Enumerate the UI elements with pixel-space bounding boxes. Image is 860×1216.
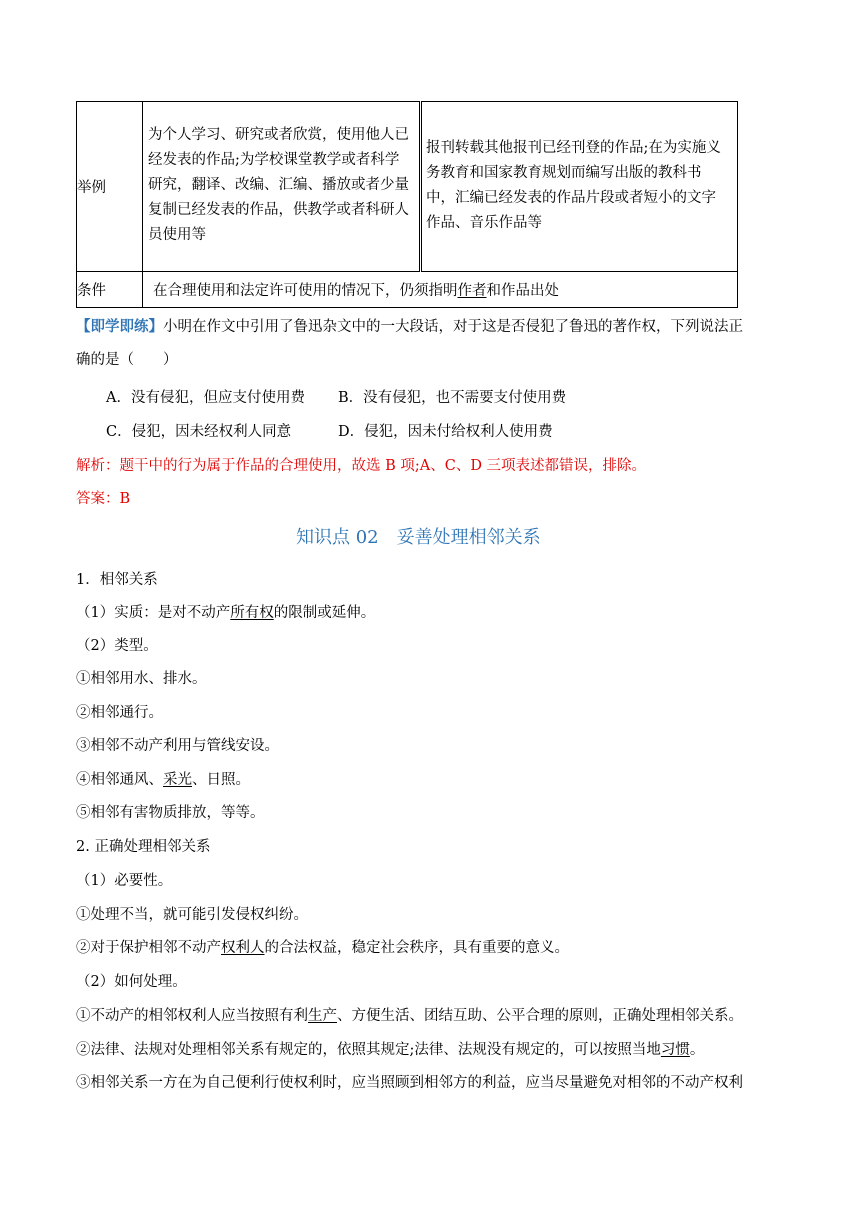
body-line: ③相邻关系一方在为自己便利行使权利时，应当照顾到相邻方的利益，应当尽量避免对相邻的不动产权利 bbox=[76, 1075, 743, 1091]
body-line: 2. 正确处理相邻关系 bbox=[76, 839, 211, 855]
underlined-term: 所有权 bbox=[230, 605, 274, 621]
body-line: ④相邻通风、采光、日照。 bbox=[76, 772, 250, 788]
cell-line: 报刊转载其他报刊已经刊登的作品;在为实施义 bbox=[426, 139, 721, 156]
underlined-term: 习惯 bbox=[660, 1042, 690, 1058]
table-row-condition bbox=[77, 272, 738, 308]
fair-use-examples-cell bbox=[143, 102, 421, 272]
option-a: A．没有侵犯，但应支付使用费 bbox=[106, 390, 305, 406]
practice-tag: 【即学即练】 bbox=[76, 318, 163, 335]
body-line: 1．相邻关系 bbox=[76, 572, 158, 588]
cell-line: 复制已经发表的作品，供教学或者科研人 bbox=[148, 202, 409, 218]
option-b: B．没有侵犯，也不需要支付使用费 bbox=[338, 390, 567, 406]
row-label-condition: 条件 bbox=[77, 272, 143, 308]
table-row-examples bbox=[77, 102, 738, 272]
body-line: ②法律、法规对处理相邻关系有规定的，依照其规定;法律、法规没有规定的，可以按照当地习惯。 bbox=[76, 1042, 705, 1058]
row-label-examples: 举例 bbox=[77, 102, 143, 272]
section-heading: 知识点 02 妥善处理相邻关系 bbox=[296, 527, 541, 548]
cell-line: 为个人学习、研究或者欣赏，使用他人已 bbox=[148, 127, 409, 143]
body-line: ①不动产的相邻权利人应当按照有利生产、方便生活、团结互助、公平合理的原则，正确处理相邻关系。 bbox=[76, 1008, 743, 1024]
body-line: ⑤相邻有害物质排放，等等。 bbox=[76, 805, 265, 821]
underlined-term: 采光 bbox=[163, 772, 192, 788]
body-line: ①处理不当，就可能引发侵权纠纷。 bbox=[76, 907, 308, 923]
option-c: C．侵犯，因未经权利人同意 bbox=[106, 424, 292, 440]
body-line: ②对于保护相邻不动产权利人的合法权益，稳定社会秩序，具有重要的意义。 bbox=[76, 940, 569, 956]
cell-line: 中，汇编已经发表的作品片段或者短小的文字 bbox=[426, 189, 716, 206]
statutory-license-examples-cell bbox=[421, 102, 738, 272]
body-line: （2）类型。 bbox=[76, 638, 158, 654]
cell-line: 研究，翻译、改编、汇编、播放或者少量 bbox=[148, 177, 409, 193]
underlined-term: 权利人 bbox=[221, 940, 265, 956]
analysis-text: 解析：题干中的行为属于作品的合理使用，故选 B 项;A、C、D 三项表述都错误，排除。 bbox=[76, 458, 647, 474]
practice-question-line2: 确的是（ ） bbox=[76, 352, 178, 368]
cell-line: 作品、音乐作品等 bbox=[426, 214, 542, 231]
body-line: （2）如何处理。 bbox=[76, 974, 187, 990]
option-d: D．侵犯，因未付给权利人使用费 bbox=[338, 424, 553, 440]
body-line: ③相邻不动产利用与管线安设。 bbox=[76, 738, 279, 754]
cell-line: 经发表的作品;为学校课堂教学或者科学 bbox=[148, 152, 400, 168]
body-line: ①相邻用水、排水。 bbox=[76, 671, 207, 687]
condition-cell: 在合理使用和法定许可使用的情况下，仍须指明作者和作品出处 bbox=[143, 272, 738, 308]
answer-text: 答案：B bbox=[76, 491, 131, 507]
practice-question-line1: 【即学即练】小明在作文中引用了鲁迅杂文中的一大段话，对于这是否侵犯了鲁迅的著作权，下列说法正 bbox=[76, 318, 743, 335]
rights-table bbox=[76, 101, 738, 308]
body-line: （1）实质：是对不动产所有权的限制或延伸。 bbox=[76, 605, 376, 621]
underlined-term: 生产 bbox=[308, 1008, 337, 1024]
body-line: （1）必要性。 bbox=[76, 873, 173, 889]
cell-line: 员使用等 bbox=[148, 227, 206, 243]
body-line: ②相邻通行。 bbox=[76, 705, 163, 721]
underlined-term: 作者 bbox=[457, 283, 487, 299]
cell-line: 务教育和国家教育规划而编写出版的教科书 bbox=[426, 164, 702, 181]
